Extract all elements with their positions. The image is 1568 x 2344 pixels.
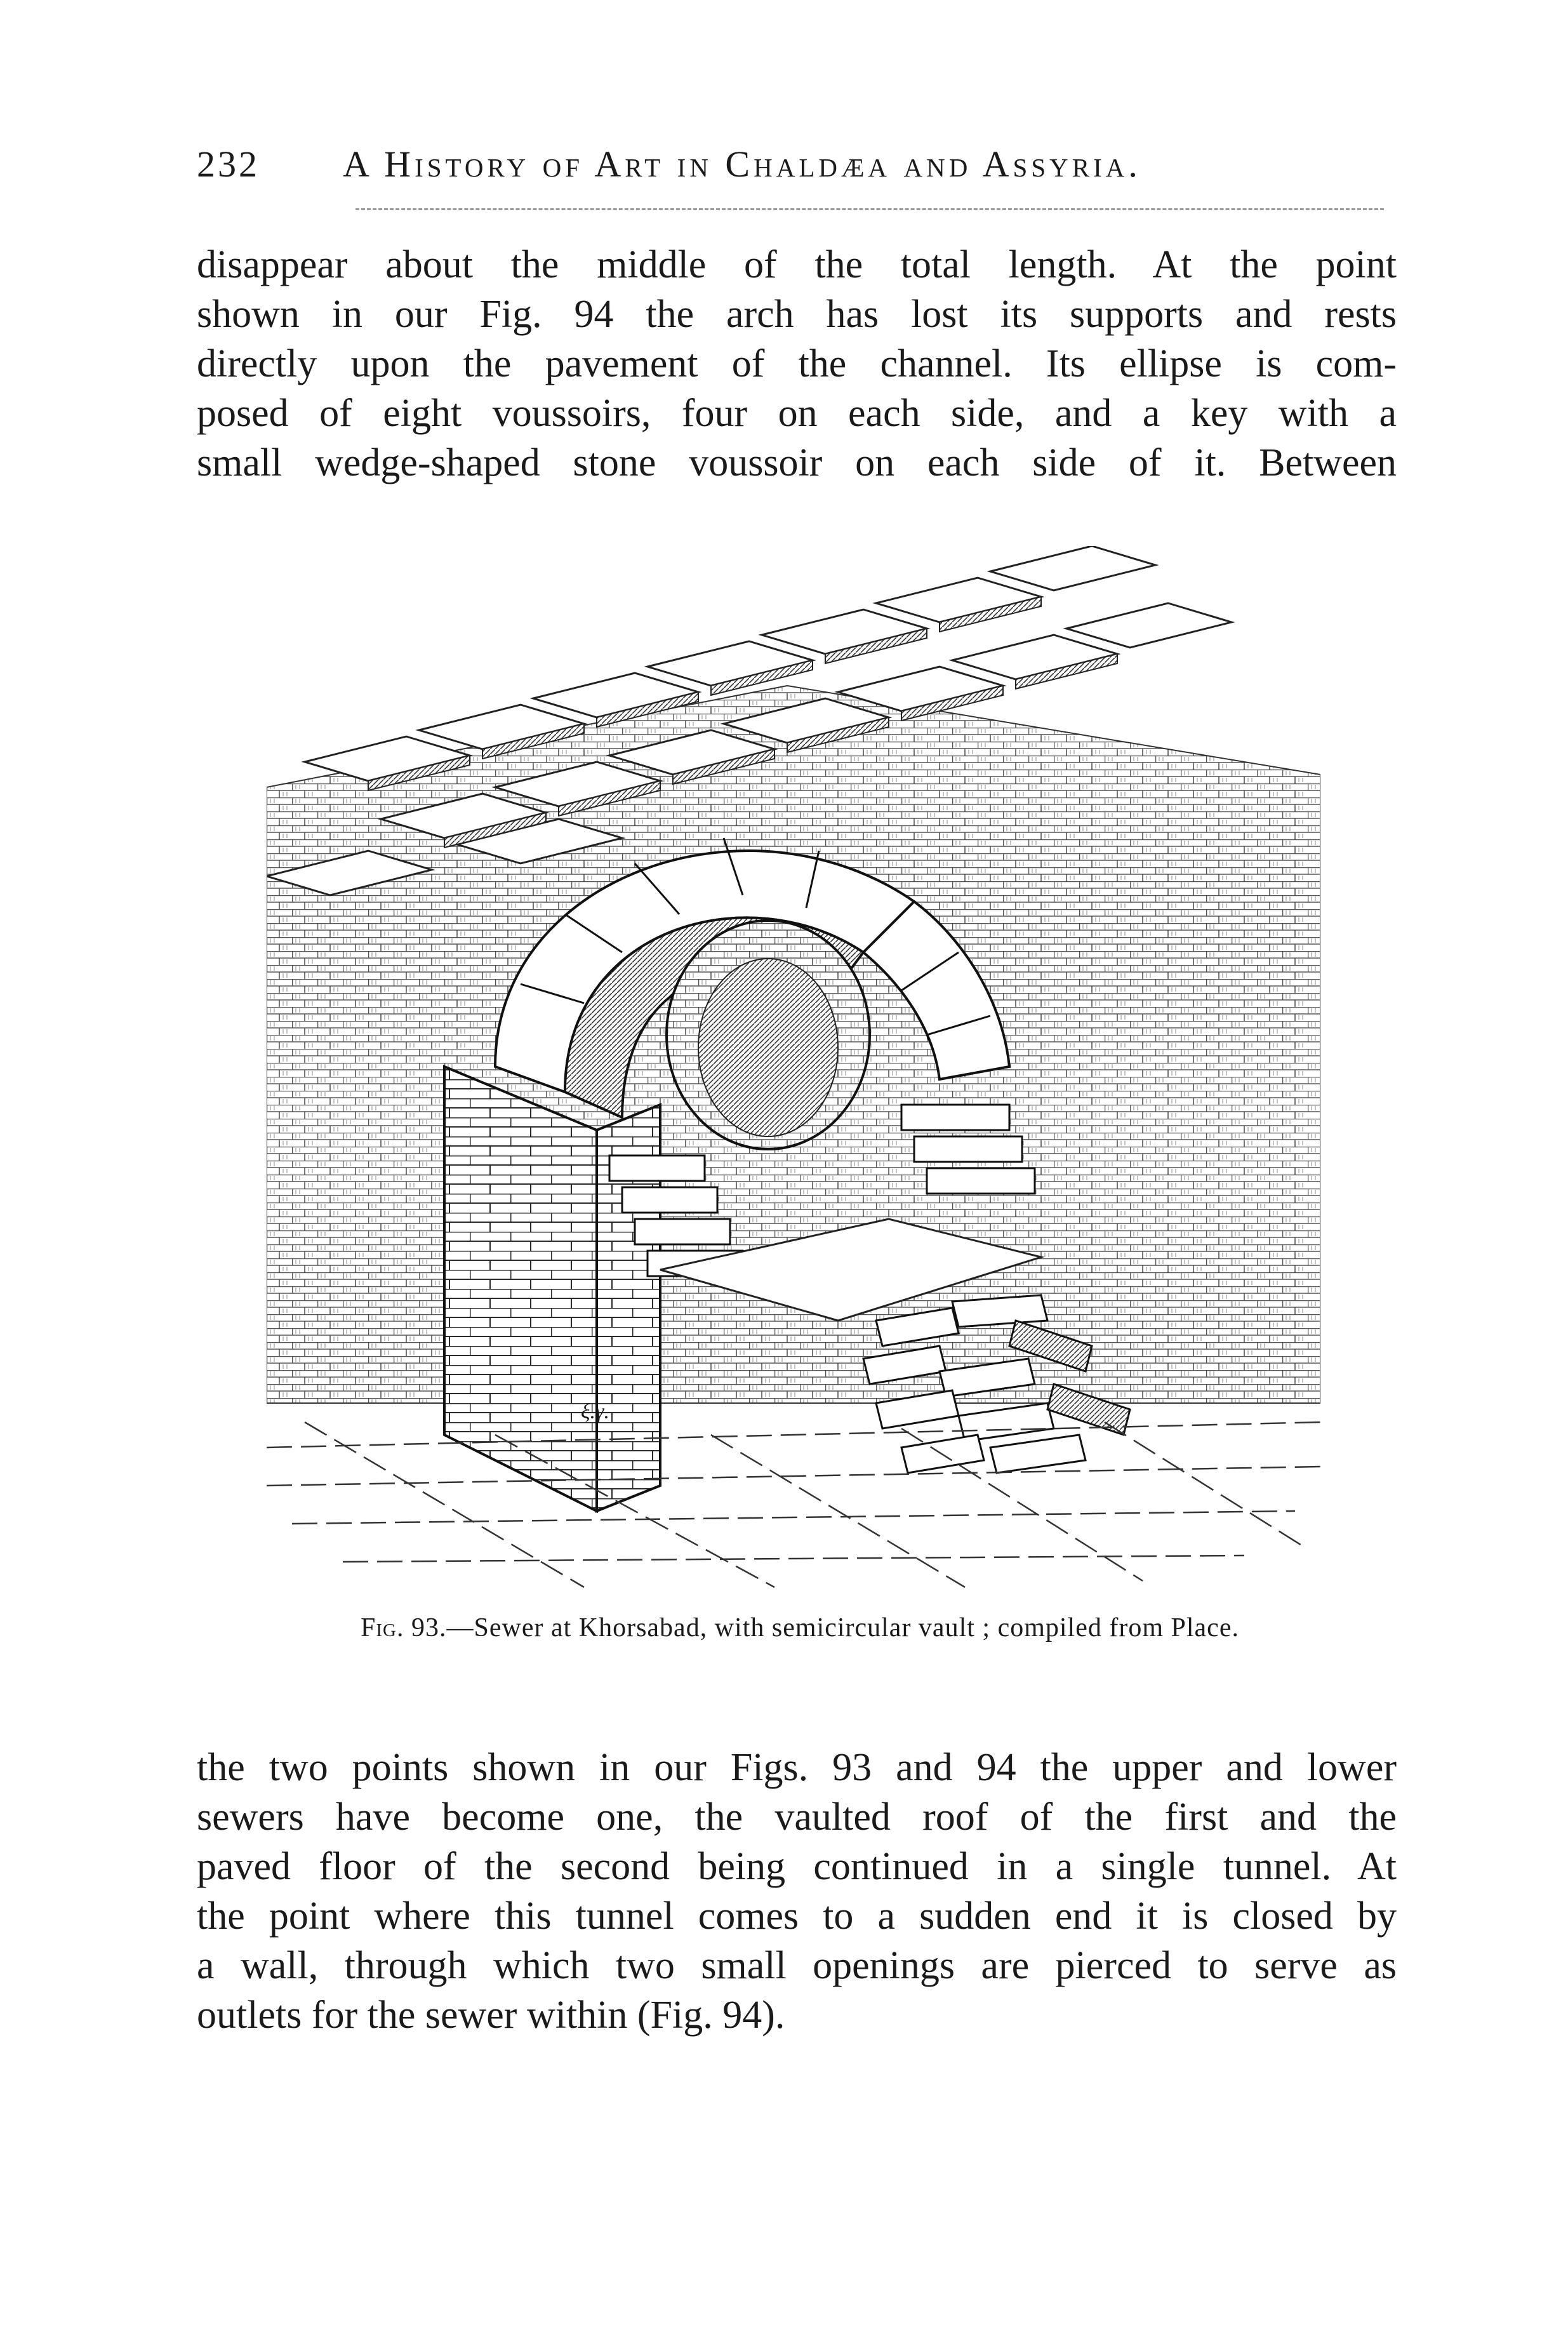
text-line: disappear about the middle of the total length. At the point <box>197 243 1397 286</box>
text-line: the two points shown in our Figs. 93 and 94 the upper and lower <box>197 1746 1397 1789</box>
text-line: a wall, through which two small openings are pierced to serve as <box>197 1944 1397 1987</box>
text-line: sewers have become one, the vaulted roof of the first and the <box>197 1795 1397 1839</box>
text-line: small wedge-shaped stone voussoir on each side of it. Between <box>197 441 1397 484</box>
text-line: paved floor of the second being continued in a single tunnel. At <box>197 1845 1397 1888</box>
figure-number: Fig. 93. <box>361 1613 447 1642</box>
figure-caption <box>305 1613 1295 1643</box>
text-line: posed of eight voussoirs, four on each side, and a key with a <box>197 392 1397 435</box>
paragraph-top <box>197 240 1397 488</box>
header-rule <box>355 208 1384 210</box>
text-line: shown in our Fig. 94 the arch has lost its supports and rests <box>197 293 1397 336</box>
illustrator-initials: ξ.γ. <box>581 1400 609 1423</box>
text-line: directly upon the pavement of the channel. Its ellipse is com- <box>197 342 1397 385</box>
figure-caption-text: —Sewer at Khorsabad, with semicircular vault ; compiled from Place. <box>446 1613 1239 1642</box>
paragraph-bottom <box>197 1743 1397 2040</box>
engraving-sewer-vault-icon <box>267 546 1320 1594</box>
text-line: outlets for the sewer within (Fig. 94). <box>197 1994 785 2037</box>
text-line: the point where this tunnel comes to a sudden end it is closed by <box>197 1895 1397 1938</box>
page-number: 232 <box>197 143 260 185</box>
figure-illustration <box>267 546 1320 1594</box>
running-head <box>197 143 1403 200</box>
running-title: A History of Art in Chaldæa and Assyria. <box>343 143 1141 185</box>
